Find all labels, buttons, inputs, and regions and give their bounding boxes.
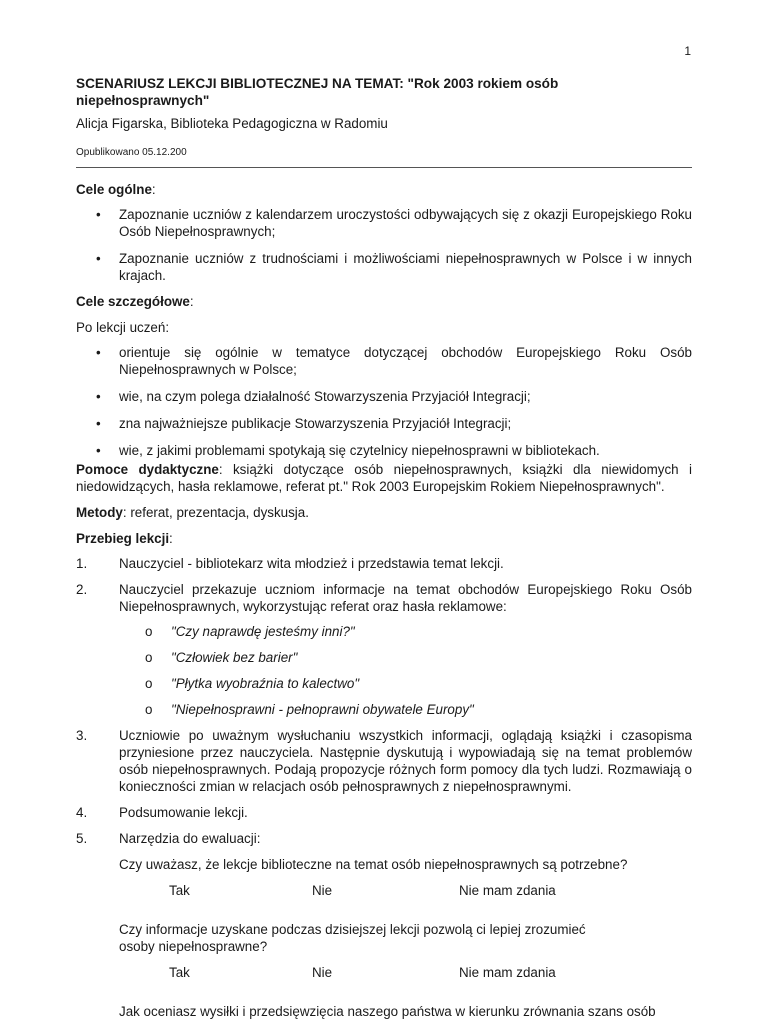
document-body (76, 75, 692, 1020)
answer-yes: Tak (169, 883, 190, 898)
lesson-course-heading: Przebieg lekcji: (76, 531, 173, 546)
answer-options (119, 882, 692, 899)
list-item: • wie, z jakimi problemami spotykają się czytelnicy niepełnosprawni w bibliotekach. (76, 442, 692, 459)
specific-goals-intro: Po lekcji uczeń: (76, 320, 170, 335)
answer-options (119, 964, 692, 981)
methods: Metody: referat, prezentacja, dyskusja. (76, 505, 309, 520)
evaluation-question: Czy uważasz, że lekcje biblioteczne na temat osób niepełnosprawnych są potrzebne? (119, 857, 628, 872)
evaluation-question: Jak oceniasz wysiłki i przedsięwzięcia naszego państwa w kierunku zrównania szans osób (119, 1004, 656, 1019)
evaluation-question: Czy informacje uzyskane podczas dzisiejszej lekcji pozwolą ci lepiej zrozumieć osoby niepełnosprawne? (119, 922, 586, 954)
specific-goals-list (76, 344, 692, 459)
slogan-item: o "Czy naprawdę jesteśmy inni?" (119, 623, 692, 640)
published-date: Opublikowano 05.12.200 (76, 147, 187, 158)
lesson-step: 1. Nauczyciel - bibliotekarz wita młodzież i przedstawia temat lekcji. (76, 556, 504, 571)
answer-no: Nie (312, 883, 333, 898)
list-item: • Zapoznanie uczniów z kalendarzem uroczystości odbywających się z okazji Europejskiego Roku Osób Niepełnosprawnych; (76, 206, 692, 240)
slogan-list (119, 623, 692, 718)
slogan-item: o "Niepełnosprawni - pełnoprawni obywatele Europy" (119, 701, 692, 718)
lesson-step: 4. Podsumowanie lekcji. (76, 805, 248, 820)
document-title: SCENARIUSZ LEKCJI BIBLIOTECZNEJ NA TEMAT: "Rok 2003 rokiem osób niepełnosprawnych" (76, 76, 559, 108)
answer-no-opinion: Nie mam zdania (459, 965, 556, 980)
page-number: 1 (684, 44, 691, 58)
slogan-item: o "Człowiek bez barier" (119, 649, 692, 666)
lesson-step: 2. Nauczyciel przekazuje uczniom informacje na temat obchodów Europejskiego Roku Osób Niepełnosprawnych, wykorzystując referat oraz hasła reklamowe: o "Czy naprawdę jesteśmy inni?" o "Człowiek bez barier" o "Płytka wyobraźnia to kalectwo" o "Niepełnosprawni - pełnoprawni obywatele Europy" (76, 581, 692, 718)
teaching-aids: Pomoce dydaktyczne: książki dotyczące osób niepełnosprawnych, książki dla niewidomych i niedowidzących, hasła reklamowe, referat pt." Rok 2003 Europejskim Rokiem Niepełnosprawnych". (76, 462, 692, 494)
general-goals-list (76, 206, 692, 284)
general-goals-heading: Cele ogólne: (76, 182, 156, 197)
slogan-item: o "Płytka wyobraźnia to kalectwo" (119, 675, 692, 692)
answer-no-opinion: Nie mam zdania (459, 883, 556, 898)
list-item: • orientuje się ogólnie w tematyce dotyczącej obchodów Europejskiego Roku Osób Niepełnosprawnych w Polsce; (76, 344, 692, 378)
lesson-steps (76, 555, 692, 847)
list-item: • Zapoznanie uczniów z trudnościami i możliwościami niepełnosprawnych w Polsce i w innych krajach. (76, 250, 692, 284)
author-line: Alicja Figarska, Biblioteka Pedagogiczna w Radomiu (76, 116, 388, 131)
lesson-step: 5. Narzędzia do ewaluacji: (76, 831, 261, 846)
list-item: • zna najważniejsze publikacje Stowarzyszenia Przyjaciół Integracji; (76, 415, 692, 432)
answer-yes: Tak (169, 965, 190, 980)
header-divider (76, 167, 692, 168)
list-item: • wie, na czym polega działalność Stowarzyszenia Przyjaciół Integracji; (76, 388, 692, 405)
lesson-step: 3. Uczniowie po uważnym wysłuchaniu wszystkich informacji, oglądają książki i czasopisma przyniesione przez nauczyciela. Następnie dyskutują i wypowiadają się na temat problemów osób niepełnosprawnych. Podają propozycje różnych form pomocy dla tych ludzi. Rozmawiają o konieczności zmian w relacjach osób pełnosprawnych z niepełnosprawnymi. (76, 728, 692, 794)
specific-goals-heading: Cele szczegółowe: (76, 294, 194, 309)
answer-no: Nie (312, 965, 333, 980)
